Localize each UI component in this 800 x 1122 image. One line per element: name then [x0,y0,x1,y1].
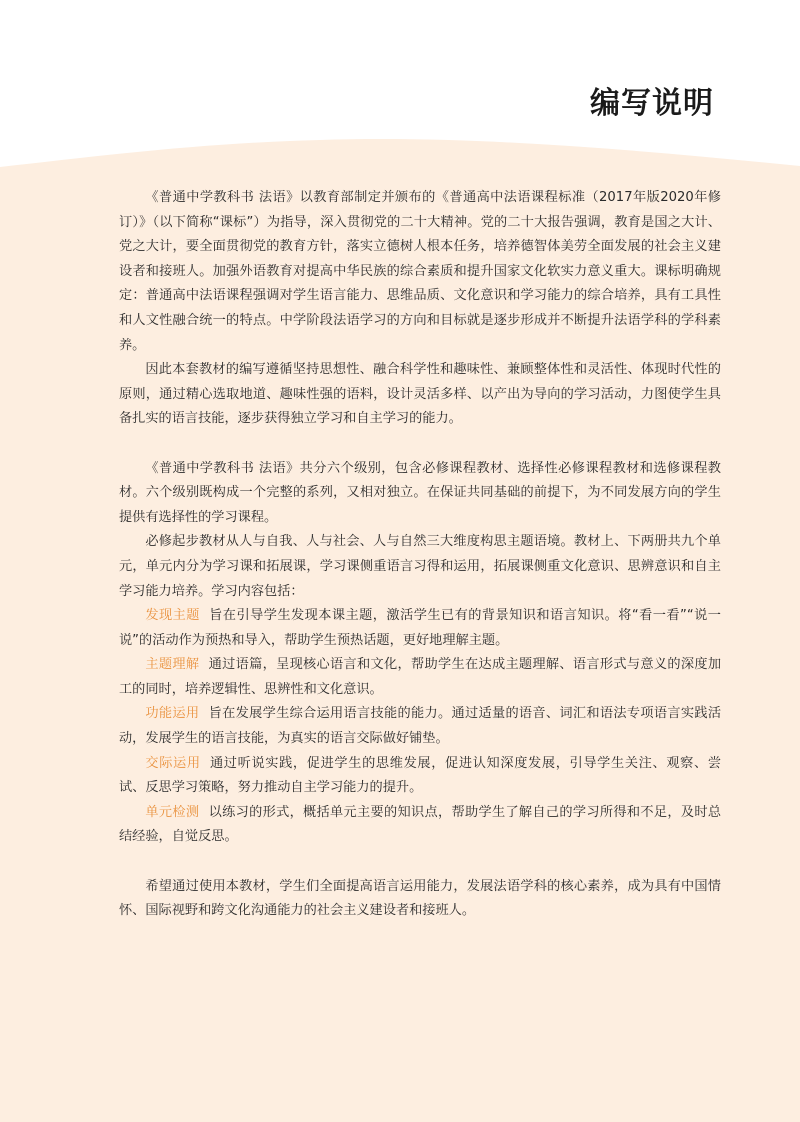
paragraph-units: 必修起步教材从人与自我、人与社会、人与自然三大维度构思主题语境。教材上、下两册共九个单元，单元内分为学习课和拓展课，学习课侧重语言习得和运用，拓展课侧重文化意识、思辨意识和自主学习能力培养。学习内容包括： [119,534,721,599]
section-text: 旨在引导学生发现本课主题，激活学生已有的背景知识和语言知识。将“看一看”“说一说”的活动作为预热和导入，帮助学生预热话题，更好地理解主题。 [119,608,721,648]
section-discover [119,604,721,653]
section-text: 旨在发展学生综合运用语言技能的能力。通过适量的语音、词汇和语法专项语言实践活动，发展学生的语言技能，为真实的语言交际做好铺垫。 [119,706,722,747]
section-understanding [119,653,721,702]
section-text: 以练习的形式，概括单元主要的知识点，帮助学生了解自己的学习所得和不足，及时总结经验，自觉反思。 [119,804,722,845]
paragraph-gap [119,432,721,457]
paragraph-gap [119,850,721,875]
section-label: 功能运用 [145,706,200,722]
paragraph-hope: 希望通过使用本教材，学生们全面提高语言运用能力，发展法语学科的核心素养，成为具有中国情怀、国际视野和跨文化沟通能力的社会主义建设者和接班人。 [119,878,721,919]
section-text: 通过听说实践，促进学生的思维发展，促进认知深度发展，引导学生关注、观察、尝试、反思学习策略，努力推动自主学习能力的提升。 [119,755,722,796]
page-title: 编写说明 [590,86,714,121]
paragraph-principles: 因此本套教材的编写遵循坚持思想性、融合科学性和趣味性、兼顾整体性和灵活性、体现时代性的原则，通过精心选取地道、趣味性强的语料，设计灵活多样、以产出为导向的学习活动，力图使学生具备扎实的语言技能，逐步获得独立学习和自主学习的能力。 [119,362,721,427]
section-function [119,702,721,751]
section-label: 单元检测 [145,804,200,820]
section-unit-test [119,801,721,850]
body-text [119,186,721,924]
section-text: 通过语篇，呈现核心语言和文化，帮助学生在达成主题理解、语言形式与意义的深度加工的同时，培养逻辑性、思辨性和文化意识。 [119,657,722,697]
section-label: 交际运用 [145,755,201,771]
section-label: 主题理解 [145,657,200,673]
section-label: 发现主题 [145,608,200,624]
paragraph-levels: 《普通中学教科书 法语》共分六个级别，包含必修课程教材、选择性必修课程教材和选修课程教材。六个级别既构成一个完整的系列，又相对独立。在保证共同基础的前提下，为不同发展方向的学生提供有选择性的学习课程。 [119,460,721,525]
paragraph-intro: 《普通中学教科书 法语》以教育部制定并颁布的《普通高中法语课程标准（2017年版2020年修订）》（以下简称“课标”）为指导，深入贯彻党的二十大精神。党的二十大报告强调，教育是国之大计、党之大计，要全面贯彻党的教育方针，落实立德树人根本任务，培养德智体美劳全面发展的社会主义建设者和接班人。加强外语教育对提高中华民族的综合素质和提升国家文化软实力意义重大。课标明确规定：普通高中法语课程强调对学生语言能力、思维品质、文化意识和学习能力的综合培养，具有工具性和人文性融合统一的特点。中学阶段法语学习的方向和目标就是逐步形成并不断提升法语学科的学科素养。 [119,190,721,353]
section-communication [119,752,721,801]
